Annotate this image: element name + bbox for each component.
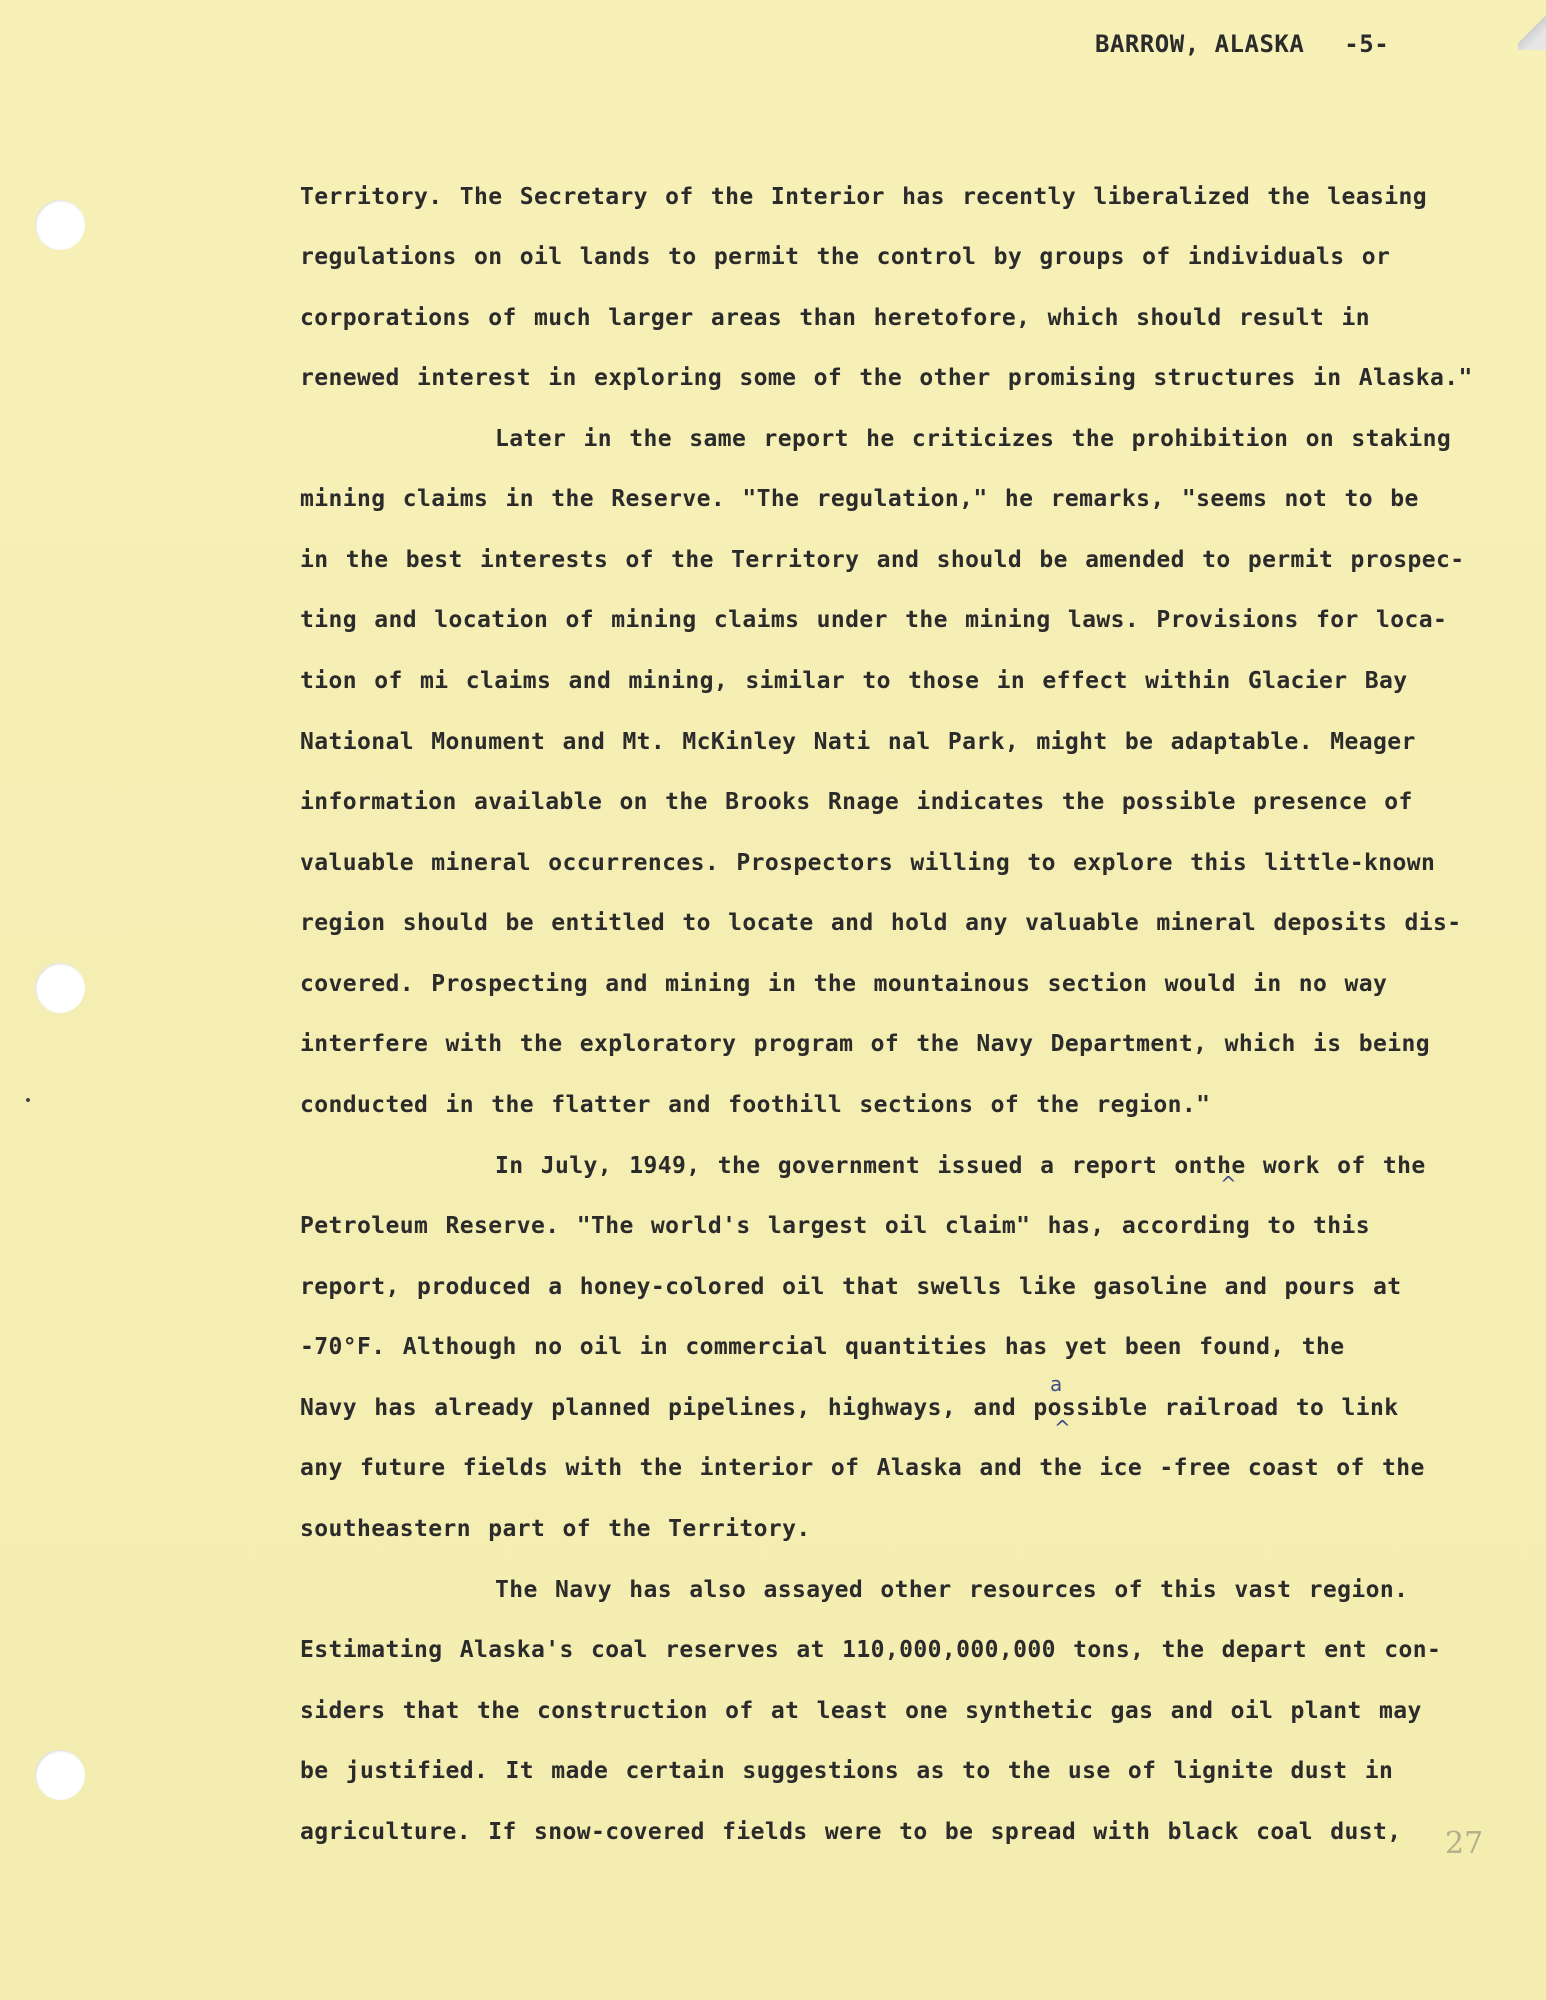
header-title: BARROW, ALASKA: [1095, 30, 1305, 58]
body-line: agriculture. If snow-covered fields were to be spread with black coal dust,: [300, 1819, 1402, 1845]
body-line: Petroleum Reserve. "The world's largest oil claim" has, according to this: [300, 1213, 1371, 1239]
body-line: regulations on oil lands to permit the control by groups of individuals or: [300, 244, 1391, 270]
body-line: information available on the Brooks Rnage indicates the possible presence of: [300, 789, 1413, 815]
body-line: Estimating Alaska's coal reserves at 110,000,000,000 tons, the depart ent con-: [300, 1637, 1442, 1663]
body-line: report, produced a honey-colored oil that swells like gasoline and pours at: [300, 1274, 1402, 1300]
body-line: southeastern part of the Territory.: [300, 1516, 811, 1542]
body-line: region should be entitled to locate and hold any valuable mineral deposits dis-: [300, 910, 1462, 936]
body-line: interfere with the exploratory program of the Navy Department, which is being: [300, 1031, 1431, 1057]
body-line: in the best interests of the Territory and should be amended to permit prospec-: [300, 547, 1465, 573]
body-line: siders that the construction of at least one synthetic gas and oil plant may: [300, 1698, 1422, 1724]
page-number: -5-: [1344, 30, 1390, 58]
punch-hole-top: [35, 200, 85, 250]
punch-hole-middle: [35, 963, 85, 1013]
body-line: Later in the same report he criticizes the prohibition on staking: [495, 426, 1452, 452]
body-line: conducted in the flatter and foothill sections of the region.": [300, 1092, 1211, 1118]
folio-number: 27: [1445, 1826, 1484, 1861]
page-header: [1095, 30, 1389, 58]
stray-ink-dot: [26, 1098, 30, 1102]
page-corner-fold: [1518, 14, 1546, 50]
body-line: National Monument and Mt. McKinley Nati nal Park, might be adaptable. Meager: [300, 729, 1416, 755]
body-line: any future fields with the interior of Alaska and the ice -free coast of the: [300, 1455, 1425, 1481]
body-line: renewed interest in exploring some of the other promising structures in Alaska.": [300, 365, 1473, 391]
body-line: be justified. It made certain suggestions as to the use of lignite dust in: [300, 1758, 1394, 1784]
body-line: In July, 1949, the government issued a report onthe work of the: [495, 1153, 1426, 1179]
body-line: mining claims in the Reserve. "The regulation," he remarks, "seems not to be: [300, 486, 1419, 512]
body-line: Territory. The Secretary of the Interior has recently liberalized the leasing: [300, 184, 1428, 210]
punch-hole-bottom: [35, 1750, 85, 1800]
body-line: ting and location of mining claims under the mining laws. Provisions for loca-: [300, 607, 1448, 633]
body-line: tion of mi claims and mining, similar to those in effect within Glacier Bay: [300, 668, 1408, 694]
body-line: Navy has already planned pipelines, highways, and possible railroad to link: [300, 1395, 1399, 1421]
handwritten-insert-a: a: [1050, 1372, 1063, 1396]
handwritten-caret-onthe: ^: [1220, 1172, 1237, 1196]
body-line: -70°F. Although no oil in commercial quantities has yet been found, the: [300, 1334, 1345, 1360]
handwritten-caret-a: ^: [1054, 1416, 1071, 1440]
body-line: covered. Prospecting and mining in the mountainous section would in no way: [300, 971, 1388, 997]
body-line: corporations of much larger areas than heretofore, which should result in: [300, 305, 1371, 331]
body-line: valuable mineral occurrences. Prospectors willing to explore this little-known: [300, 850, 1436, 876]
body-line: The Navy has also assayed other resources of this vast region.: [495, 1577, 1409, 1603]
